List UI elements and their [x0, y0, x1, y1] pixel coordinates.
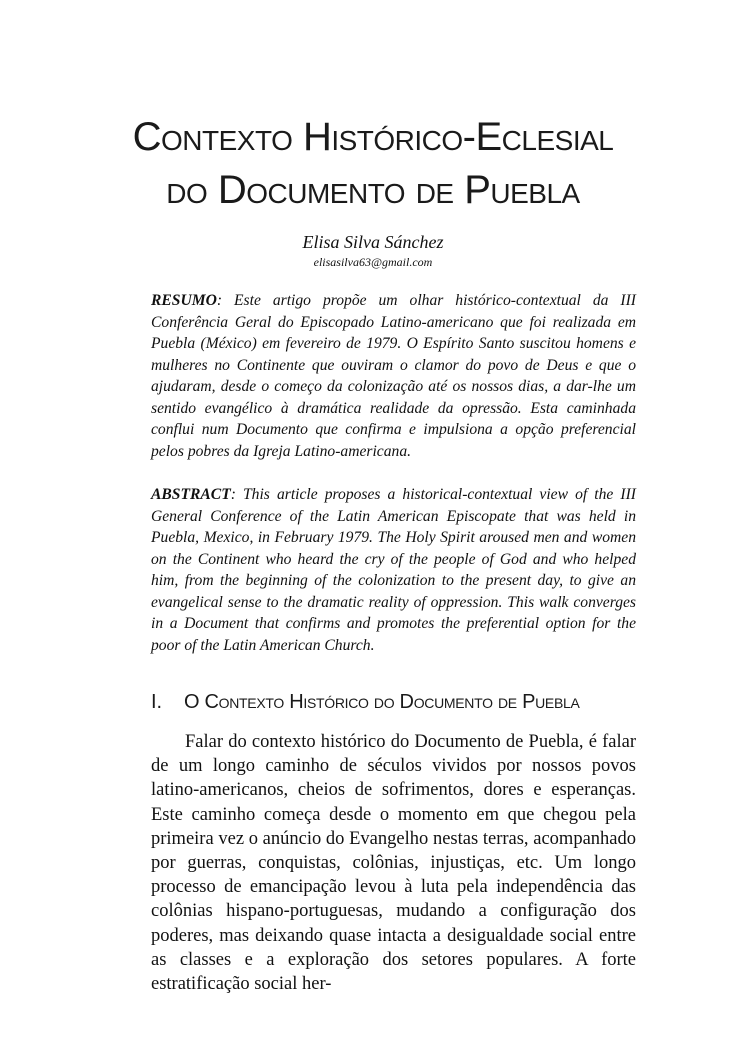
resumo-text: : Este artigo propõe um olhar histórico-contextual da III Conferência Geral do Episcopado Latino-americano que foi realizada em Puebla (México) em fevereiro de 1979. O Espírito Santo suscitou homens e mulheres no Continente que ouviram o clamor do povo de Deus e que o ajudaram, desde o começo da colonização até os nossos dias, a dar-lhe um sentido evangélico à dramática realidade da opressão. Esta caminhada conflui num Documento que confirma e impulsiona a opção preferencial pelos pobres da Igreja Latino-americana. [151, 292, 636, 460]
section-heading [151, 689, 636, 715]
article-title-line-2: do Documento de Puebla [166, 168, 580, 212]
author-name: Elisa Silva Sánchez [302, 232, 444, 252]
section-number: I. [151, 691, 163, 713]
body-paragraph: Falar do contexto histórico do Documento de Puebla, é falar de um longo caminho de séculos vividos por nossos povos latino-americanos, cheios de sofrimentos, dores e esperanças. Este caminho começa desde o momento em que chegou pela primeira vez o anúncio do Evangelho nestas terras, acompanhado por guerras, conquistas, colônias, injustiças, etc. Um longo processo de emancipação levou à luta pela independência das colônias hispano-portuguesas, mudando a configuração dos poderes, mas deixando quase intacta a desigualdade social entre as classes e a exploração dos setores populares. A forte estratificação social her- [151, 732, 636, 995]
abstract-block [151, 484, 636, 656]
author-email: elisasilva63@gmail.com [313, 255, 433, 269]
section-title: O Contexto Histórico do Documento de Puebla [184, 691, 580, 713]
resumo-label: RESUMO [151, 292, 217, 309]
abstract-label: ABSTRACT [151, 486, 231, 503]
abstract-text: : This article proposes a historical-contextual view of the III General Conference of the Latin American Episcopate that was held in Puebla, Mexico, in February 1979. The Holy Spirit aroused men and women on the Continent who heard the cry of the people of God and who helped him, from the beginning of the colonization to the present day, to give an evangelical sense to the dramatic reality of oppression. This walk converges in a Document that confirms and promotes the preferential option for the poor of the Latin American Church. [151, 486, 636, 654]
article-title-line-1: Contexto Histórico-Eclesial [132, 115, 614, 159]
resumo-block [151, 290, 636, 462]
